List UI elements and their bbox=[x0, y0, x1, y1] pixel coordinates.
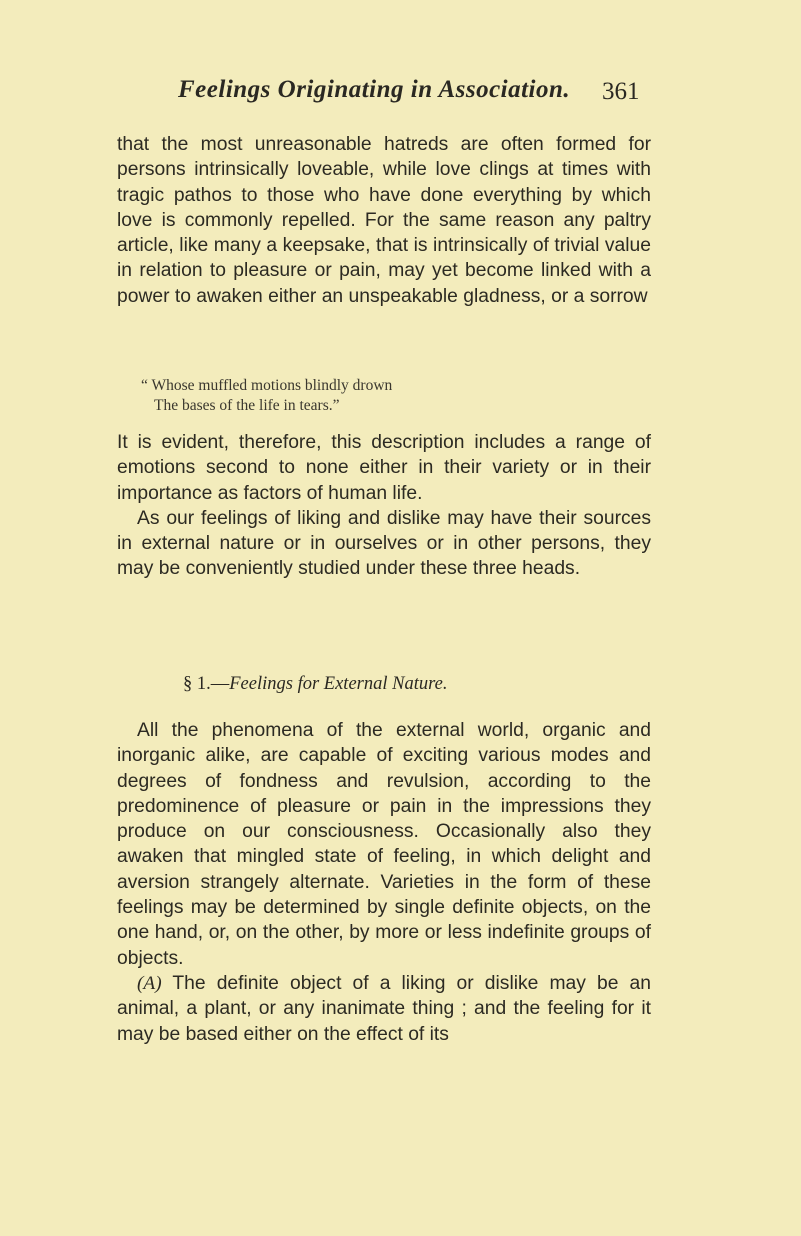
quote-line: “ Whose muffled motions blindly drown bbox=[141, 377, 393, 394]
section-title: Feelings for External Nature. bbox=[229, 674, 448, 694]
verse-quotation bbox=[141, 376, 392, 416]
subsection-label: (A) bbox=[137, 972, 162, 994]
paragraph-block-3 bbox=[117, 718, 651, 1047]
paragraph: As our feelings of liking and dislike may have their sources in external nature or in ourselves or in other persons, they may be conveniently studied under these three heads. bbox=[117, 507, 651, 580]
paragraph: All the phenomena of the external world, organic and inorganic alike, are capable of exciting various modes and degrees of fondness and revulsion, according to the predominence of pleasure or pain in the impressions they produce on our consciousness. Occasionally also they awaken that mingled state of feeling, in which delight and aversion strangely alternate. Varieties in the form of these feelings may be determined by single definite objects, on the one hand, or, on the other, by more or less indefinite groups of objects. bbox=[117, 720, 651, 969]
section-heading bbox=[183, 674, 447, 695]
section-number: § 1.— bbox=[183, 674, 230, 694]
paragraph-text: The definite object of a liking or dislike may be an animal, a plant, or any inanimate thing ; and the feeling for it may be based either on the effect of its bbox=[117, 972, 651, 1045]
paragraph: that the most unreasonable hatreds are often formed for persons intrinsically loveable, while love clings at times with tragic pathos to those who have done everything by which love is commonly repelled. For the same reason any paltry article, like many a keepsake, that is intrinsically of trivial value in relation to pleasure or pain, may yet become linked with a power to awaken either an unspeakable gladness, or a sorrow bbox=[117, 134, 651, 307]
paragraph: It is evident, therefore, this description includes a range of emotions second to none either in their variety or in their importance as factors of human life. bbox=[117, 432, 651, 504]
paragraph bbox=[117, 971, 651, 1047]
running-title: Feelings Originating in Association. bbox=[178, 76, 571, 103]
paragraph-block-1 bbox=[117, 132, 651, 309]
paragraph-block-2 bbox=[117, 430, 651, 582]
quote-line: The bases of the life in tears.” bbox=[154, 397, 340, 414]
page-number: 361 bbox=[602, 78, 640, 105]
